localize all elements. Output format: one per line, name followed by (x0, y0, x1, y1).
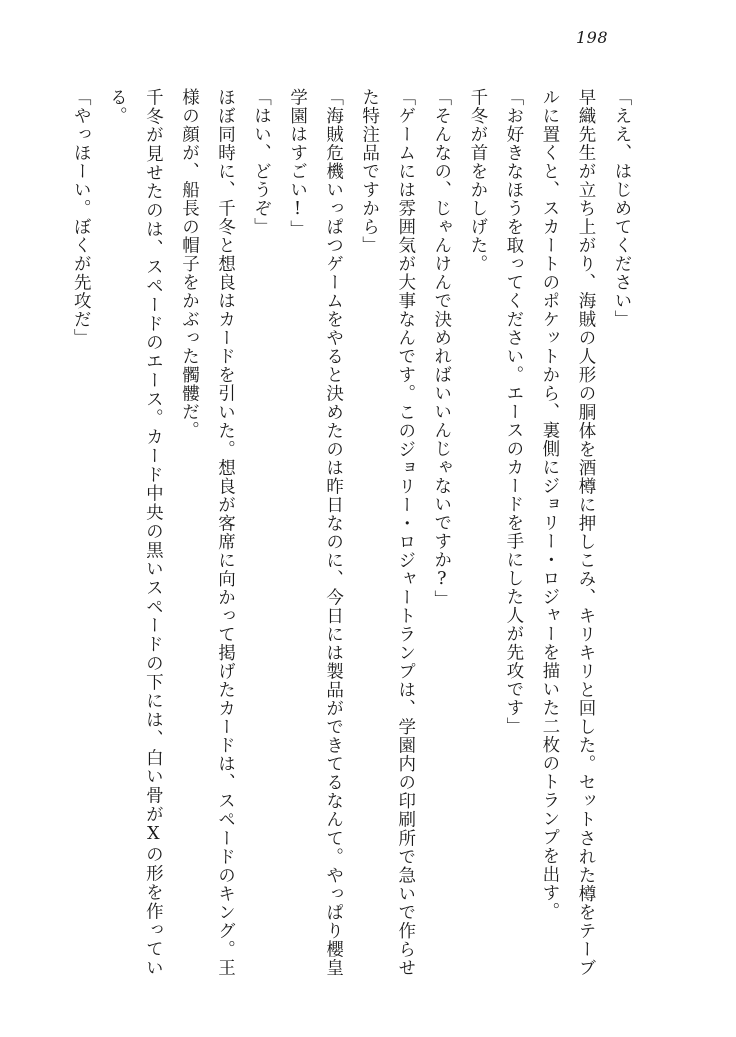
paragraph: 早織先生が立ち上がり、海賊の人形の胴体を酒樽に押しこみ、キリキリと回した。セットされた樽をテーブルに置くと、スカートのポケットから、裏側にジョリー・ロジャーを描いた二枚のトランプを出す。 (539, 88, 596, 977)
paragraph: 「そんなの、じゃんけんで決めればいいんじゃないですか?」 (431, 88, 452, 609)
paragraph: 「ゲームには雰囲気が大事なんです。このジョリー・ロジャートランプは、学園内の印刷所で急いで作らせた特注品ですから」 (359, 88, 416, 977)
paragraph: 「やっほーい。ぼくが先攻だ」 (71, 88, 92, 347)
paragraph: 千冬が見せたのは、スペードのエース。カード中央の黒いスペードの下には、白い骨がXの形を作っている。 (107, 88, 164, 978)
paragraph: 「海賊危機いっぱつゲームをやると決めたのは昨日なのに、今日には製品ができてるなんて。やっぱり櫻皇学園はすごい!」 (287, 88, 344, 977)
paragraph: ほぼ同時に、千冬と想良はカードを引いた。想良が客席に向かって掲げたカードは、スペードのキング。王様の顔が、船長の帽子をかぶった髑髏だ。 (179, 88, 236, 977)
paragraph: 「はい、どうぞ」 (251, 88, 272, 236)
page-number: 198 (575, 28, 608, 47)
paragraph: 「ええ、はじめてください」 (612, 88, 632, 329)
paragraph: 千冬が首をかしげた。 (467, 88, 488, 273)
paragraph: 「お好きなほうを取ってください。エースのカードを手にした人が先攻です」 (503, 88, 524, 736)
page-text-body (70, 88, 640, 977)
